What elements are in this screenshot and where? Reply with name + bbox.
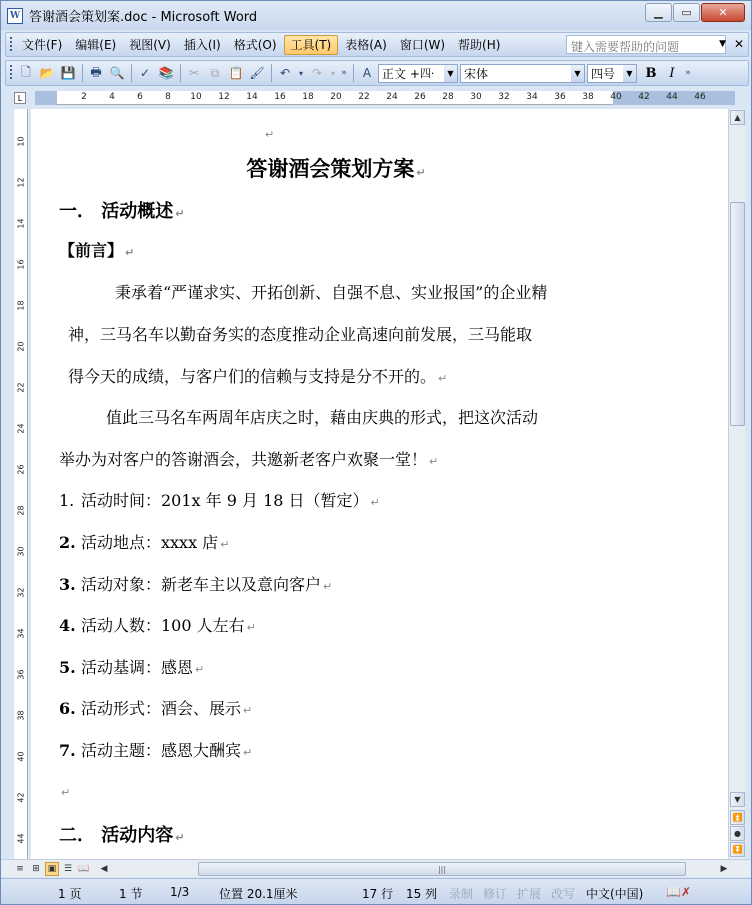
list-item: 7. 活动主题：感恩大酬宾 ↵ <box>59 741 253 760</box>
ruler-tick-label: 20 <box>330 92 342 102</box>
status-extend-selection[interactable]: 扩展 <box>517 887 542 901</box>
ruler-tick-label: 36 <box>554 92 566 102</box>
ruler-tick-label: 32 <box>498 92 510 102</box>
toolbar-separator <box>82 64 83 82</box>
ruler-tick-label: 12 <box>218 92 230 102</box>
reading-layout-icon[interactable]: 📖 <box>78 864 90 874</box>
normal-view-icon[interactable]: ≡ <box>16 864 24 874</box>
list-item: 2. 活动地点：xxxx 店 ↵ <box>59 533 230 552</box>
word-app-icon[interactable]: W <box>7 8 23 24</box>
menu-file[interactable]: 文件(F) <box>22 38 63 52</box>
ruler-tick-label: 30 <box>470 92 482 102</box>
status-column: 15 列 <box>406 887 438 901</box>
menu-view[interactable]: 视图(V) <box>129 38 171 52</box>
ruler-tick-label: 24 <box>386 92 398 102</box>
status-record-macro[interactable]: 录制 <box>449 887 474 901</box>
redo-icon[interactable]: ↷ <box>311 66 323 80</box>
minimize-icon: ▁ <box>654 6 663 19</box>
print-layout-icon[interactable]: ▣ <box>45 862 59 876</box>
copy-icon[interactable]: ⧉ <box>210 65 220 80</box>
format-painter-icon[interactable]: 🖌 <box>249 66 265 80</box>
font-size-dropdown-icon[interactable]: ▼ <box>623 65 636 82</box>
ruler-tick-label: 42 <box>638 92 650 102</box>
paragraph-2-line-2: 举办为对客户的答谢酒会，共邀新老客户欢聚一堂！ ↵ <box>59 450 439 469</box>
ruler-tick-label: 12 <box>16 177 26 188</box>
preface-label: 【前言】 ↵ <box>59 241 135 260</box>
status-page: 1 页 <box>58 887 82 901</box>
help-dropdown-icon[interactable]: ▼ <box>719 39 726 49</box>
status-page-of: 1/3 <box>170 885 190 899</box>
web-layout-icon[interactable]: ⊞ <box>32 864 40 874</box>
ruler-tick-label: 6 <box>137 92 143 102</box>
ruler-tick-label: 14 <box>246 92 258 102</box>
ruler-tick-label: 40 <box>610 92 622 102</box>
font-value: 宋体 <box>464 66 489 81</box>
document-area <box>31 109 728 859</box>
paragraph-1-line-2: 神，三马名车以勤奋务实的态度推动企业高速向前发展，三马能取 <box>68 325 533 344</box>
close-icon: ✕ <box>718 6 728 19</box>
horizontal-ruler-row <box>1 89 751 107</box>
menu-window[interactable]: 窗口(W) <box>399 38 446 52</box>
new-document-icon[interactable]: 🗋 <box>21 64 31 79</box>
window-title: 答谢酒会策划案.doc - Microsoft Word <box>29 10 258 25</box>
font-size-value: 四号 <box>591 66 616 81</box>
style-value: 正文 + <box>382 66 420 81</box>
maximize-icon: ▭ <box>681 6 692 19</box>
ruler-tick-label: 44 <box>16 833 26 844</box>
ruler-tick-label: 26 <box>16 464 26 475</box>
scroll-left-icon[interactable]: ◀ <box>100 864 108 874</box>
font-select[interactable] <box>460 64 585 83</box>
ruler-tick-label: 34 <box>16 628 26 639</box>
ruler-tick-label: 22 <box>16 382 26 393</box>
italic-button[interactable]: I <box>669 65 675 81</box>
section-heading-2: 二． 活动内容 ↵ <box>59 825 185 846</box>
menu-grip-handle[interactable] <box>10 37 12 53</box>
status-line: 17 行 <box>362 887 394 901</box>
vertical-scroll-thumb[interactable] <box>730 202 745 426</box>
ruler-tick-label: 40 <box>16 751 26 762</box>
section-heading-1: 一． 活动概述 ↵ <box>59 201 185 222</box>
toolbar-options-icon[interactable]: » <box>341 68 347 78</box>
help-search-input[interactable]: 键入需要帮助的问题 <box>566 35 726 54</box>
vertical-ruler[interactable] <box>14 109 28 859</box>
ruler-tick-label: 32 <box>16 587 26 598</box>
toolbar-separator <box>180 64 181 82</box>
ruler-tick-label: 34 <box>526 92 538 102</box>
menu-format[interactable]: 格式(O) <box>233 38 277 52</box>
font-size-select[interactable] <box>587 64 637 83</box>
redo-dropdown-icon[interactable]: ▾ <box>330 68 335 78</box>
styles-formatting-icon[interactable]: A <box>362 66 372 80</box>
scroll-right-icon[interactable]: ▶ <box>720 864 728 874</box>
minimize-button[interactable] <box>645 3 672 22</box>
menu-bar <box>5 32 749 57</box>
bold-button[interactable]: B <box>645 65 657 81</box>
ruler-tick-label: 16 <box>274 92 286 102</box>
document-page[interactable] <box>31 109 728 859</box>
style-suffix: 四· <box>419 67 435 80</box>
ruler-tick-label: 20 <box>16 341 26 352</box>
status-overtype[interactable]: 改写 <box>551 887 576 901</box>
spelling-status-icon[interactable]: 📖✗ <box>666 885 691 899</box>
list-item: 4. 活动人数：100 人左右 ↵ <box>59 616 256 635</box>
ruler-tick-label: 44 <box>666 92 678 102</box>
format-toolbar-options-icon[interactable]: » <box>685 68 691 78</box>
undo-icon[interactable]: ↶ <box>279 66 291 80</box>
ruler-tick-label: 16 <box>16 259 26 270</box>
ruler-tick-label: 8 <box>165 92 171 102</box>
toolbar-separator <box>271 64 272 82</box>
status-bar <box>1 878 751 904</box>
ruler-left-margin <box>35 91 57 105</box>
scroll-down-icon[interactable]: ▼ <box>730 792 745 807</box>
ruler-tick-label: 22 <box>358 92 370 102</box>
horizontal-scroll-thumb[interactable]: ||| <box>198 862 686 876</box>
style-select[interactable] <box>378 64 458 83</box>
menu-help[interactable]: 帮助(H) <box>458 38 501 52</box>
document-title: 答谢酒会策划方案 ↵ <box>246 156 426 181</box>
ruler-tick-label: 10 <box>190 92 202 102</box>
ruler-tick-label: 38 <box>16 710 26 721</box>
document-close-icon[interactable]: ✕ <box>733 37 744 51</box>
outline-view-icon[interactable]: ☰ <box>63 864 73 874</box>
list-item: 5. 活动基调：感恩 ↵ <box>59 658 205 677</box>
title-bar <box>1 1 751 30</box>
ruler-tick-label: 24 <box>16 423 26 434</box>
list-item: 6. 活动形式：酒会、展示 ↵ <box>59 699 253 718</box>
ruler-tick-label: 2 <box>81 92 87 102</box>
font-dropdown-icon[interactable]: ▼ <box>571 65 584 82</box>
ruler-tick-label: 36 <box>16 669 26 680</box>
toolbar-grip-handle[interactable] <box>10 65 12 81</box>
status-language[interactable]: 中文(中国) <box>586 887 644 901</box>
scroll-up-icon[interactable]: ▲ <box>730 110 745 125</box>
maximize-button[interactable] <box>673 3 700 22</box>
close-button[interactable] <box>701 3 745 22</box>
menu-tools[interactable]: 工具(T) <box>284 35 339 55</box>
toolbar <box>5 60 749 86</box>
next-page-icon[interactable]: ⏬ <box>730 842 745 857</box>
spelling-icon[interactable]: ✓ <box>139 66 151 80</box>
previous-page-icon[interactable]: ⏫ <box>730 810 745 825</box>
paragraph-1-line-3: 得今天的成绩，与客户们的信赖与支持是分不开的。 ↵ <box>68 367 448 386</box>
cut-icon[interactable]: ✂ <box>188 66 200 80</box>
ruler-tick-label: 26 <box>414 92 426 102</box>
tab-stop-selector[interactable]: L <box>14 92 26 104</box>
research-icon[interactable]: 📚 <box>158 66 174 80</box>
ruler-tick-label: 38 <box>582 92 594 102</box>
menu-edit[interactable]: 编辑(E) <box>75 38 117 52</box>
paragraph-2-line-1: 值此三马名车两周年店庆之时，藉由庆典的形式，把这次活动 <box>106 408 539 427</box>
horizontal-ruler[interactable] <box>35 91 735 105</box>
ruler-tick-label: 14 <box>16 218 26 229</box>
ruler-tick-label: 42 <box>16 792 26 803</box>
print-icon[interactable]: 🖶 <box>90 64 102 79</box>
paragraph-1-line-1: 秉承着“严谨求实、开拓创新、自强不息、实业报国”的企业精 <box>115 283 548 302</box>
window-controls <box>645 3 745 22</box>
menu-insert[interactable]: 插入(I) <box>183 38 221 52</box>
undo-dropdown-icon[interactable]: ▾ <box>298 68 303 78</box>
ruler-tick-label: 18 <box>302 92 314 102</box>
ruler-tick-label: 18 <box>16 300 26 311</box>
ruler-tick-label: 28 <box>442 92 454 102</box>
status-section: 1 节 <box>119 887 143 901</box>
toolbar-separator <box>131 64 132 82</box>
horizontal-scrollbar-row <box>1 859 751 877</box>
ruler-tick-label: 10 <box>16 136 26 147</box>
paste-icon[interactable]: 📋 <box>228 66 244 80</box>
empty-paragraph-mark: ↵ <box>61 786 71 799</box>
status-track-changes[interactable]: 修订 <box>483 887 508 901</box>
vertical-scrollbar[interactable] <box>728 109 745 859</box>
save-icon[interactable]: 💾 <box>60 66 76 80</box>
style-dropdown-icon[interactable]: ▼ <box>444 65 457 82</box>
status-position: 位置 20.1厘米 <box>219 887 298 901</box>
toolbar-separator <box>353 64 354 82</box>
menu-table[interactable]: 表格(A) <box>345 38 387 52</box>
select-browse-object-icon[interactable]: ● <box>730 826 745 841</box>
list-item: 1. 活动时间：201x 年 9 月 18 日（暂定） ↵ <box>59 491 380 510</box>
list-item: 3. 活动对象：新老车主以及意向客户 ↵ <box>59 575 333 594</box>
ruler-tick-label: 4 <box>109 92 115 102</box>
print-preview-icon[interactable]: 🔍 <box>109 66 125 80</box>
open-folder-icon[interactable]: 📂 <box>39 66 55 80</box>
empty-paragraph-mark: ↵ <box>265 128 275 141</box>
ruler-tick-label: 46 <box>694 92 706 102</box>
ruler-tick-label: 28 <box>16 505 26 516</box>
ruler-tick-label: 30 <box>16 546 26 557</box>
